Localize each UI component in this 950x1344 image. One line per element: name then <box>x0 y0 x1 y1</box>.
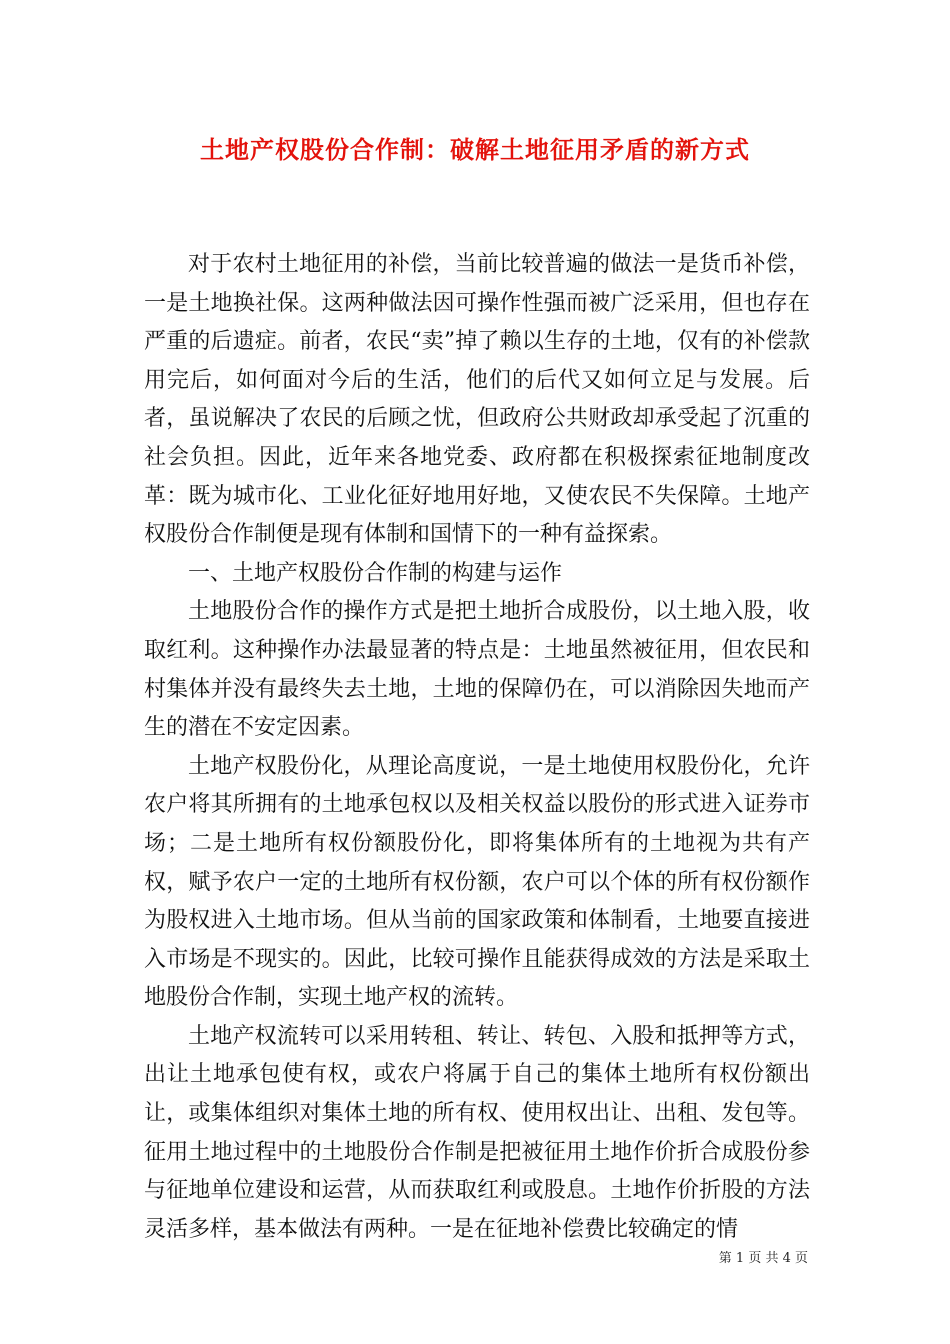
paragraph-intro: 对于农村土地征用的补偿，当前比较普遍的做法一是货币补偿，一是土地换社保。这两种做法因可操作性强而被广泛采用，但也存在严重的后遗症。前者，农民“卖”掉了赖以生存的土地，仅有的补偿款用完后，如何面对今后的生活，他们的后代又如何立足与发展。后者，虽说解决了农民的后顾之忧，但政府公共财政却承受起了沉重的社会负担。因此，近年来各地党委、政府都在积极探索征地制度改革：既为城市化、工业化征好地用好地，又使农民不失保障。土地产权股份合作制便是现有体制和国情下的一种有益探索。 <box>144 252 810 548</box>
section-heading-1: 一、土地产权股份合作制的构建与运作 <box>188 560 563 586</box>
page-number-footer: 第 1 页 共 4 页 <box>718 1251 808 1266</box>
document-title: 土地产权股份合作制：破解土地征用矛盾的新方式 <box>200 135 750 164</box>
paragraph-property-rights: 土地产权股份化，从理论高度说，一是土地使用权股份化，允许农户将其所拥有的土地承包权以及相关权益以股份的形式进入证券市场；二是土地所有权份额股份化，即将集体所有的土地视为共有产权，赋予农户一定的土地所有权份额，农户可以个体的所有权份额作为股权进入土地市场。但从当前的国家政策和体制看，土地要直接进入市场是不现实的。因此，比较可操作且能获得成效的方法是采取土地股份合作制，实现土地产权的流转。 <box>144 753 810 1011</box>
document-body <box>144 246 810 1249</box>
paragraph-transfer: 土地产权流转可以采用转租、转让、转包、入股和抵押等方式，出让土地承包使有权，或农户将属于自己的集体土地所有权份额出让，或集体组织对集体土地的所有权、使用权出让、出租、发包等。征用土地过程中的土地股份合作制是把被征用土地作价折合成股份参与征地单位建设和运营，从而获取红利或股息。土地作价折股的方法灵活多样，基本做法有两种。一是在征地补偿费比较确定的情 <box>144 1023 810 1242</box>
paragraph-land-shares: 土地股份合作的操作方式是把土地折合成股份，以土地入股，收取红利。这种操作办法最显著的特点是：土地虽然被征用，但农民和村集体并没有最终失去土地，土地的保障仍在，可以消除因失地而产生的潜在不安定因素。 <box>144 599 810 741</box>
